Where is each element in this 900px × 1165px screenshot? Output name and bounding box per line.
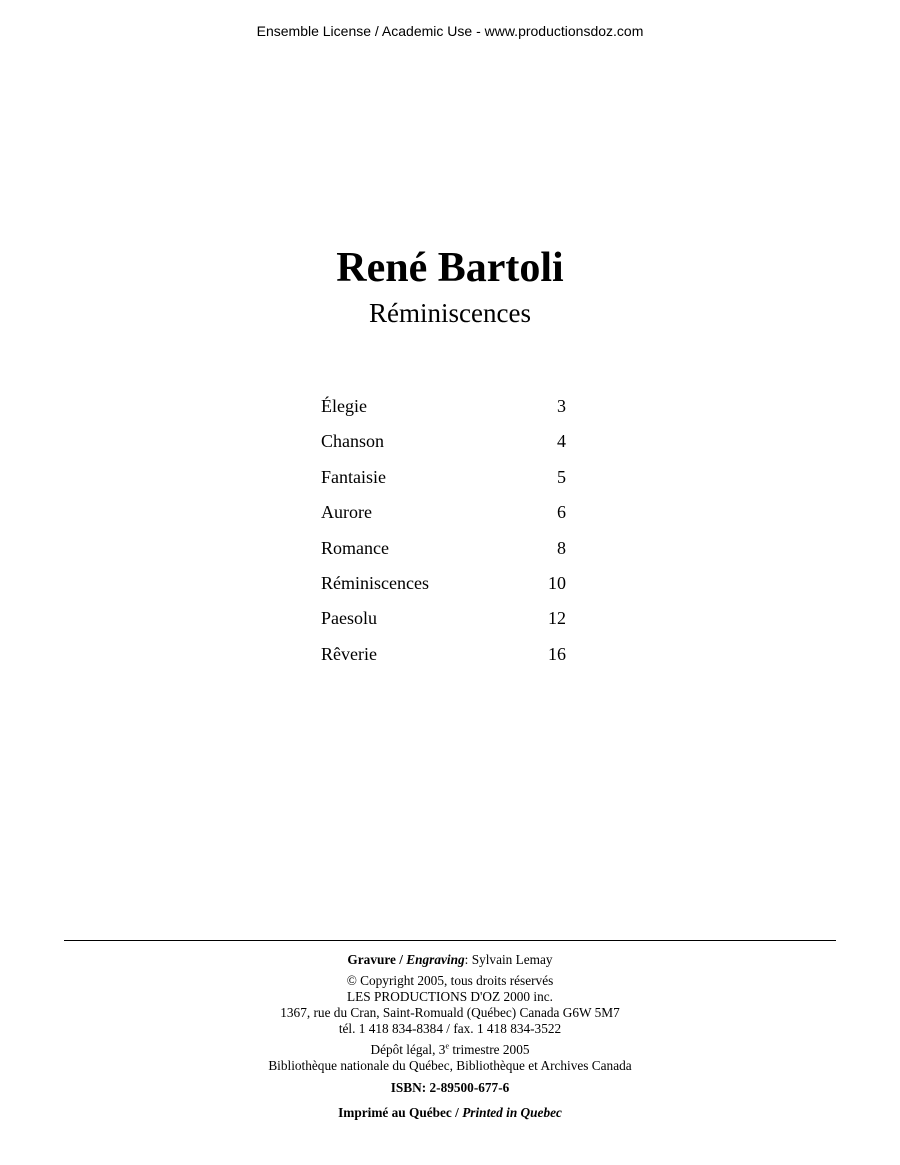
- toc-row: [321, 389, 566, 424]
- toc-title: Romance: [321, 537, 389, 558]
- legal-deposit: [0, 1042, 900, 1058]
- footer-divider: [64, 940, 836, 941]
- publisher-name: LES PRODUCTIONS D'OZ 2000 inc.: [347, 989, 553, 1004]
- library-line: Bibliothèque nationale du Québec, Bibliothèque et Archives Canada: [268, 1058, 632, 1073]
- toc-title: Chanson: [321, 431, 384, 452]
- engraving-colon: :: [464, 952, 472, 967]
- toc-row: [321, 460, 566, 495]
- engraving-separator: /: [395, 952, 407, 967]
- work-title: Réminiscences: [369, 298, 531, 328]
- toc-page: 8: [557, 537, 566, 558]
- colophon: [0, 952, 900, 1121]
- toc-row: [321, 566, 566, 601]
- isbn: ISBN: 2-89500-677-6: [390, 1080, 510, 1095]
- toc-row: [321, 424, 566, 459]
- toc-page: 10: [548, 572, 566, 593]
- toc-title: Réminiscences: [321, 572, 429, 593]
- engraving-label-en: Engraving: [406, 952, 465, 967]
- legal-deposit-superscript: e: [445, 1041, 449, 1051]
- toc-page: 12: [548, 608, 566, 629]
- toc-title: Élegie: [321, 396, 367, 416]
- toc-row: [321, 531, 566, 566]
- toc-row: [321, 637, 566, 672]
- license-header: Ensemble License / Academic Use - www.productionsdoz.com: [256, 23, 644, 39]
- toc-page: 4: [557, 431, 566, 452]
- toc-title: Fantaisie: [321, 466, 386, 487]
- engraving-label-fr: Gravure: [347, 952, 396, 967]
- engraver-name: Sylvain Lemay: [471, 952, 553, 967]
- publisher-phone-fax: tél. 1 418 834-8384 / fax. 1 418 834-3522: [338, 1021, 562, 1036]
- printed-in: [0, 1105, 900, 1121]
- printed-label-fr: Imprimé au Québec: [338, 1105, 452, 1120]
- publisher-address: 1367, rue du Cran, Saint-Romuald (Québec) Canada G6W 5M7: [280, 1005, 620, 1020]
- toc-page: 6: [557, 502, 566, 523]
- toc-row: [321, 601, 566, 636]
- toc-page: 3: [557, 396, 566, 416]
- toc-page: 5: [557, 466, 566, 487]
- legal-deposit-suffix: trimestre 2005: [449, 1042, 530, 1057]
- toc-title: Paesolu: [321, 608, 377, 629]
- table-of-contents: [321, 389, 566, 672]
- toc-title: Aurore: [321, 502, 372, 523]
- toc-page: 16: [548, 643, 566, 664]
- engraving-credit: [0, 952, 900, 968]
- composer-name: René Bartoli: [336, 245, 564, 291]
- legal-deposit-prefix: Dépôt légal, 3: [370, 1042, 446, 1057]
- copyright-line: © Copyright 2005, tous droits réservés: [346, 973, 554, 988]
- toc-title: Rêverie: [321, 643, 377, 664]
- printed-separator: /: [451, 1105, 463, 1120]
- toc-row: [321, 495, 566, 530]
- printed-label-en: Printed in Quebec: [462, 1105, 562, 1120]
